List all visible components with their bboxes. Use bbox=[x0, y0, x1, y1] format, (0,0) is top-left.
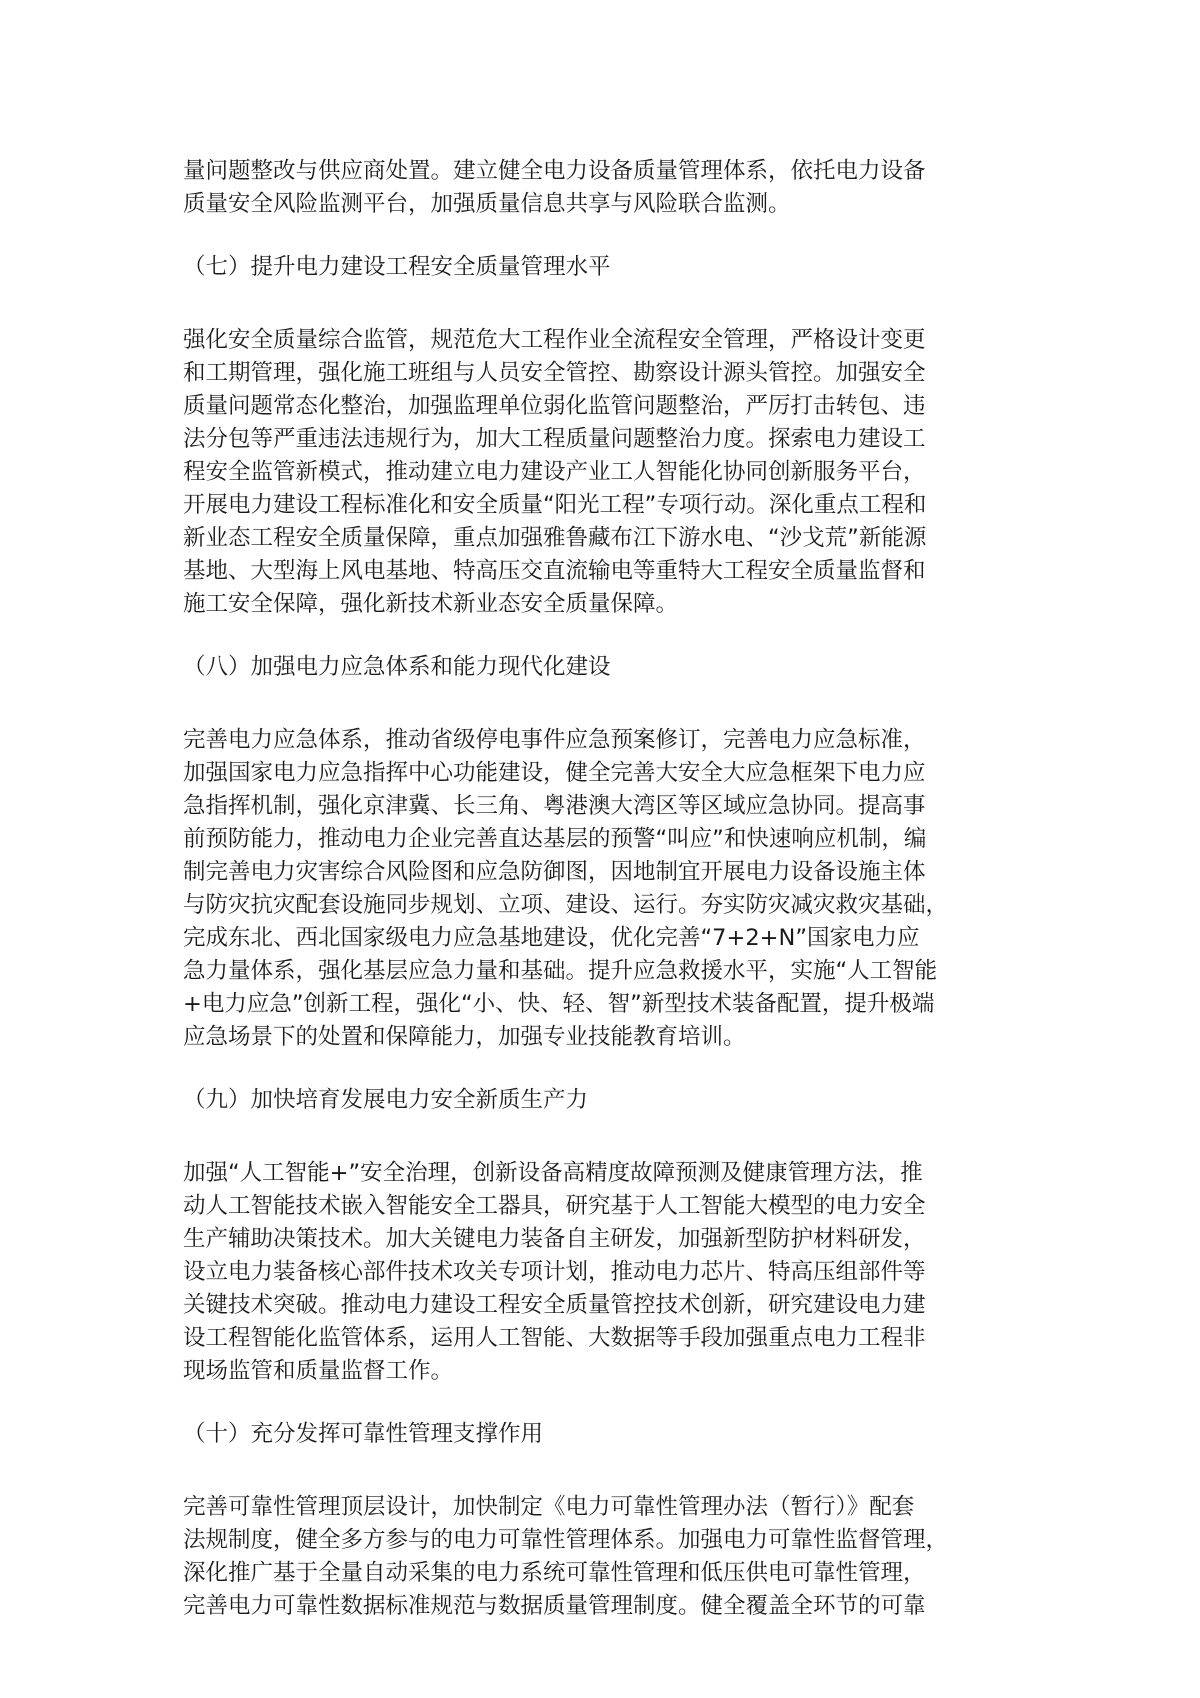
paragraph-line: 与防灾抗灾配套设施同步规划、立项、建设、运行。夯实防灾减灾救灾基础， bbox=[183, 892, 949, 918]
section-heading-10: （十）充分发挥可靠性管理支撑作用 bbox=[183, 1421, 544, 1447]
paragraph-emergency-system bbox=[183, 724, 1019, 1054]
paragraph-line: 完善可靠性管理顶层设计，加快制定《电力可靠性管理办法（暂行）》配套 bbox=[183, 1494, 915, 1520]
paragraph-line: 加强“人工智能+”安全治理，创新设备高精度故障预测及健康管理方法，推 bbox=[183, 1160, 923, 1186]
paragraph-line: 完成东北、西北国家级电力应急基地建设，优化完善“7+2+N”国家电力应 bbox=[183, 925, 920, 951]
paragraph-line: 完善电力应急体系，推动省级停电事件应急预案修订，完善电力应急标准， bbox=[183, 727, 926, 753]
paragraph-line: 急指挥机制，强化京津冀、长三角、粤港澳大湾区等区域应急协同。提高事 bbox=[183, 793, 926, 819]
paragraph-line: 法分包等严重违法违规行为，加大工程质量问题整治力度。探索电力建设工 bbox=[183, 426, 926, 452]
paragraph-line: 关键技术突破。推动电力建设工程安全质量管控技术创新，研究建设电力建 bbox=[183, 1292, 926, 1318]
paragraph-line: 急力量体系，强化基层应急力量和基础。提升应急救援水平，实施“人工智能 bbox=[183, 958, 938, 984]
document-page bbox=[183, 155, 1019, 1623]
paragraph-line: 深化推广基于全量自动采集的电力系统可靠性管理和低压供电可靠性管理， bbox=[183, 1560, 926, 1586]
paragraph-line: 新业态工程安全质量保障，重点加强雅鲁藏布江下游水电、“沙戈荒”新能源 bbox=[183, 525, 927, 551]
section-heading-7: （七）提升电力建设工程安全质量管理水平 bbox=[183, 254, 611, 280]
paragraph-line: 质量问题常态化整治，加强监理单位弱化监管问题整治，严厉打击转包、违 bbox=[183, 393, 926, 419]
paragraph-line: 和工期管理，强化施工班组与人员安全管控、勘察设计源头管控。加强安全 bbox=[183, 360, 926, 386]
paragraph-line: 量问题整改与供应商处置。建立健全电力设备质量管理体系，依托电力设备 bbox=[183, 158, 926, 184]
paragraph-line: 现场监管和质量监督工作。 bbox=[183, 1358, 454, 1384]
paragraph-line: +电力应急”创新工程，强化“小、快、轻、智”新型技术装备配置，提升极端 bbox=[183, 991, 935, 1017]
paragraph-line: 前预防能力，推动电力企业完善直达基层的预警“叫应”和快速响应机制，编 bbox=[183, 826, 927, 852]
paragraph-line: 质量安全风险监测平台，加强质量信息共享与风险联合监测。 bbox=[183, 191, 791, 217]
paragraph-line: 程安全监管新模式，推动建立电力建设产业工人智能化协同创新服务平台， bbox=[183, 459, 926, 485]
paragraph-reliability bbox=[183, 1491, 1019, 1623]
paragraph-line: 强化安全质量综合监管，规范危大工程作业全流程安全管理，严格设计变更 bbox=[183, 327, 926, 353]
paragraph-line: 完善电力可靠性数据标准规范与数据质量管理制度。健全覆盖全环节的可靠 bbox=[183, 1593, 926, 1619]
paragraph-line: 生产辅助决策技术。加大关键电力装备自主研发，加强新型防护材料研发， bbox=[183, 1226, 926, 1252]
paragraph-line: 开展电力建设工程标准化和安全质量“阳光工程”专项行动。深化重点工程和 bbox=[183, 492, 927, 518]
paragraph-new-productivity bbox=[183, 1157, 1019, 1388]
paragraph-line: 法规制度，健全多方参与的电力可靠性管理体系。加强电力可靠性监督管理， bbox=[183, 1527, 949, 1553]
section-heading-9: （九）加快培育发展电力安全新质生产力 bbox=[183, 1087, 589, 1113]
paragraph-quality-rectification bbox=[183, 155, 1019, 221]
paragraph-line: 加强国家电力应急指挥中心功能建设，健全完善大安全大应急框架下电力应 bbox=[183, 760, 926, 786]
paragraph-line: 设工程智能化监管体系，运用人工智能、大数据等手段加强重点电力工程非 bbox=[183, 1325, 926, 1351]
paragraph-line: 施工安全保障，强化新技术新业态安全质量保障。 bbox=[183, 591, 679, 617]
paragraph-line: 制完善电力灾害综合风险图和应急防御图，因地制宜开展电力设备设施主体 bbox=[183, 859, 926, 885]
paragraph-line: 应急场景下的处置和保障能力，加强专业技能教育培训。 bbox=[183, 1024, 746, 1050]
paragraph-construction-safety bbox=[183, 324, 1019, 621]
paragraph-line: 基地、大型海上风电基地、特高压交直流输电等重特大工程安全质量监督和 bbox=[183, 558, 926, 584]
paragraph-line: 设立电力装备核心部件技术攻关专项计划，推动电力芯片、特高压组部件等 bbox=[183, 1259, 926, 1285]
paragraph-line: 动人工智能技术嵌入智能安全工器具，研究基于人工智能大模型的电力安全 bbox=[183, 1193, 926, 1219]
section-heading-8: （八）加强电力应急体系和能力现代化建设 bbox=[183, 654, 611, 680]
